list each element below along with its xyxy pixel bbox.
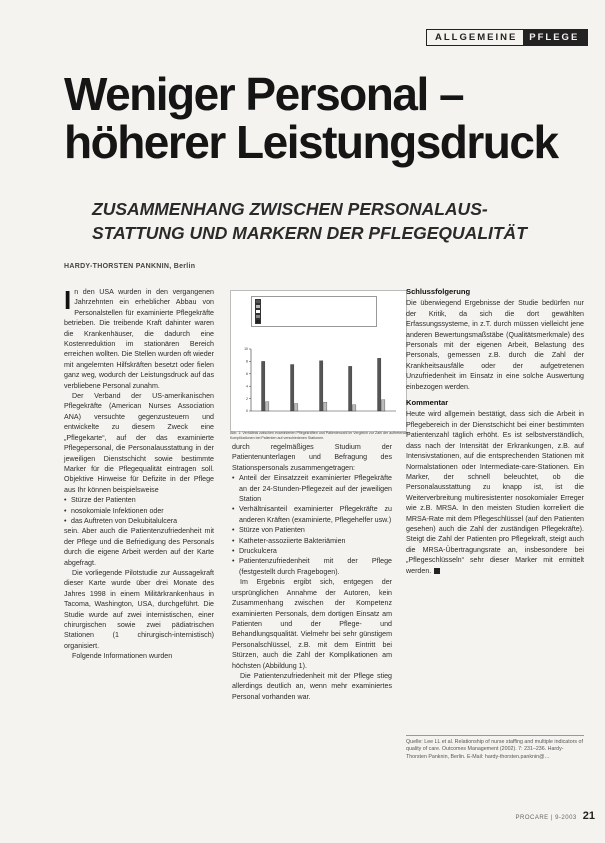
bar xyxy=(262,361,265,411)
paragraph: Folgende Informationen wurden xyxy=(72,652,173,661)
list-item: • das Auftreten von Dekubitalulcera xyxy=(64,516,214,526)
chart-plot xyxy=(231,291,406,431)
list-item: • Druckulcera xyxy=(232,546,392,556)
paragraph: Heute wird allgemein bestätigt, dass sich die Arbeit in Pflegebereich in der Dienstschicht bei einer bestimmten Patientenzahl täglich erhöht. Es ist selbstverständlich, dass nach der Intensität der Erkrankungen, z.B. auf Intensivstationen, auf die entsprechenden Stationen mit Normalstationen oder Intermediate-care-Stationen. Ein Marker, der schnell beleuchtet, ob die Personalausstattung zu knapp ist, ist die Weiterverbreitung multiresistenter nosokomialer Erreger wie z.B. MRSA. In den meisten Studien korreliert die MRSA-Rate mit dem Pflegeschlüssel (auf den Patienten gesehen) auch die Zahl der zuständigen Pflegekräfte). Steigt die Zahl der Patienten pro Pflegekraft, steigt auch die MRSA-Übertragungsrate an, insbesondere bei „Pflegeschlüsseln“ sehr dieser Marker mit ermittelt werden. xyxy=(406,410,584,575)
bar xyxy=(291,365,294,412)
list-item: • nosokomiale Infektionen oder xyxy=(64,506,214,516)
author-byline: HARDY-THORSTEN PANKNIN, Berlin xyxy=(64,263,196,270)
title-line-1: Weniger Personal – xyxy=(64,68,464,120)
subtitle-line-1: ZUSAMMENHANG ZWISCHEN PERSONALAUS- xyxy=(92,199,488,219)
section-label: ALLGEMEINE xyxy=(427,30,523,45)
y-tick-label: 10 xyxy=(244,347,248,352)
paragraph: Die vorliegende Pilotstudie zur Aussagekraft dieser Karte wurde über drei Monate des Jahres 1998 in einem Militärkrankenhaus in Tacoma, Washington, USA, durchgeführt. Die Studie wurde auf zwei internistischen, einer chirurgischen sowie zwei pädiatrischen Stationen (1 chirurgisch-internistisch) organisiert. xyxy=(64,568,214,650)
source-note: Quelle: Lee LL et al. Relationship of nurse staffing and multiple indicators of quality of care. Outcomes Management (2002). 7: 231–236. Hardy-Thorsten Panknin, Berlin. E-Mail: hardy-thorsten.panknin@… xyxy=(406,735,584,761)
subtitle-line-2: STATTUNG UND MARKERN DER PFLEGEQUALITÄT xyxy=(92,223,527,243)
paragraph: Die überwiegend Ergebnisse der Studie bedürfen nur der Kritik, da sich die dort gewählten Erfassungssysteme, in z.T. durch müssen vielleicht jene anderen Bewertungsmaßstäbe (Qualitätsmerkmale) des Personals mit der eigenen Arbeit, Belastung des Personals, gemessen z.B. durch die Zahl der Krankheitsausfälle oder der aufgetretenen Unzufriedenheit im Einsatz in eine solche Auswertung einbezogen werden. xyxy=(406,299,584,391)
list-item: • Katheter-assoziierte Bakteriämien xyxy=(232,536,392,546)
paragraph: Der Verband der US-amerikanischen Pflegekräfte (American Nurses Association ANA) versuchte gegenzusteuern und entwickelte zu diesem Zweck eine „Pflegekarte“, auf der das examinierte Pflegepersonal, die Personalausstattung in der jeweiligen Dienstschicht sowie bestimmte Marker für die Pflegequalität eintragen soll. Objektive Hinweise für Defizite in der Pflege aus Ihr können beispielsweise xyxy=(64,392,214,494)
article-title xyxy=(64,70,584,166)
column-1 xyxy=(64,287,214,662)
list-item: • Verhältnisanteil examinierter Pflegekräfte zu anderen Kräften (examinierte, Pflegehelfer usw.) xyxy=(232,504,392,525)
drop-cap: I xyxy=(64,285,72,315)
figure-chart xyxy=(230,290,407,432)
column-2 xyxy=(232,442,392,702)
list-item: • Anteil der Einsatzzeit examinierter Pflegekräfte an der 24-Stunden-Pflegezeit auf der jeweiligen Station xyxy=(232,473,392,504)
y-tick-label: 6 xyxy=(246,372,248,376)
title-line-2: höherer Leistungsdruck xyxy=(64,116,558,168)
bar xyxy=(266,402,269,411)
list-item: • Patientenzufriedenheit mit der Pflege (festgestellt durch Fragebogen). xyxy=(232,556,392,577)
y-tick-label: 0 xyxy=(246,409,248,414)
bar xyxy=(324,402,327,411)
y-tick-label: 2 xyxy=(246,396,248,401)
bar xyxy=(349,366,352,411)
list-item: • Stürze der Patienten xyxy=(64,495,214,505)
section-heading-conclusion: Schlussfolgerung xyxy=(406,287,471,296)
y-tick-label: 4 xyxy=(246,384,248,389)
bar xyxy=(295,404,298,411)
magazine-name: PROCARE | 9-2003 xyxy=(515,815,577,821)
paragraph: Im Ergebnis ergibt sich, entgegen der ursprünglichen Annahme der Autoren, kein Zusammenhang zwischen der Kompetenz examinierten Personals, dem dortigen Einsatz am Patienten und der Pflege- und Behandlungsqualität. Vielmehr bei sehr günstigem Personalschlüssel, z.B. mit dem Eintritt bei Stürzen, auch die Zahl der Komplikationen am höchsten (Abbildung 1). xyxy=(232,578,392,670)
chart-caption: Abb. 1: Verhältnis zwischen examinierten Pflegekräften und Patientenzahl im Vergleich zur Zahl der auftretenden Komplikationen bei Patienten auf verschiedenen Stationen. xyxy=(230,431,410,440)
bar xyxy=(378,358,381,411)
section-heading-commentary: Kommentar xyxy=(406,398,449,408)
bar xyxy=(382,400,385,411)
end-mark-icon xyxy=(434,568,440,574)
section-tag xyxy=(426,29,588,46)
intro-paragraph: In den USA wurden in den vergangenen Jahrzehnten ein erheblicher Abbau von Personalstellen für examinierte Pflegekräfte betrieben. Die treibende Kraft dahinter waren die Krankenhäuser, die dadurch eine Kostenreduktion im stationären Bereich erreichen wollten. Die Stellen wurden oft wieder mit angelernten Hilfskräften besetzt oder fielen ganz weg, wodurch der Leistungsdruck auf das verbliebene Personal zunahm. xyxy=(64,285,214,390)
bar xyxy=(320,361,323,411)
list-item: • Stürze von Patienten xyxy=(232,525,392,535)
bar xyxy=(353,405,356,411)
defect-list xyxy=(64,495,214,526)
category-label: PFLEGE xyxy=(523,30,587,45)
criteria-list xyxy=(232,473,392,577)
page-footer xyxy=(516,810,596,822)
y-tick-label: 8 xyxy=(246,359,248,364)
paragraph: sein. Aber auch die Patientenzufriedenheit mit der Pflege und die Befriedigung des Personals durch die eigene Arbeit werden auf der Karte abgefragt. xyxy=(64,527,214,567)
column-3 xyxy=(406,287,584,576)
article-subtitle xyxy=(92,197,572,245)
page-number: 21 xyxy=(582,810,595,822)
paragraph: Die Patientenzufriedenheit mit der Pflege stieg allerdings deutlich an, wenn mehr examiniertes Personal vorhanden war. xyxy=(232,671,392,701)
paragraph: durch regelmäßiges Studium der Patientenunterlagen und Befragung des Stationspersonals zusammengetragen: xyxy=(232,443,392,472)
